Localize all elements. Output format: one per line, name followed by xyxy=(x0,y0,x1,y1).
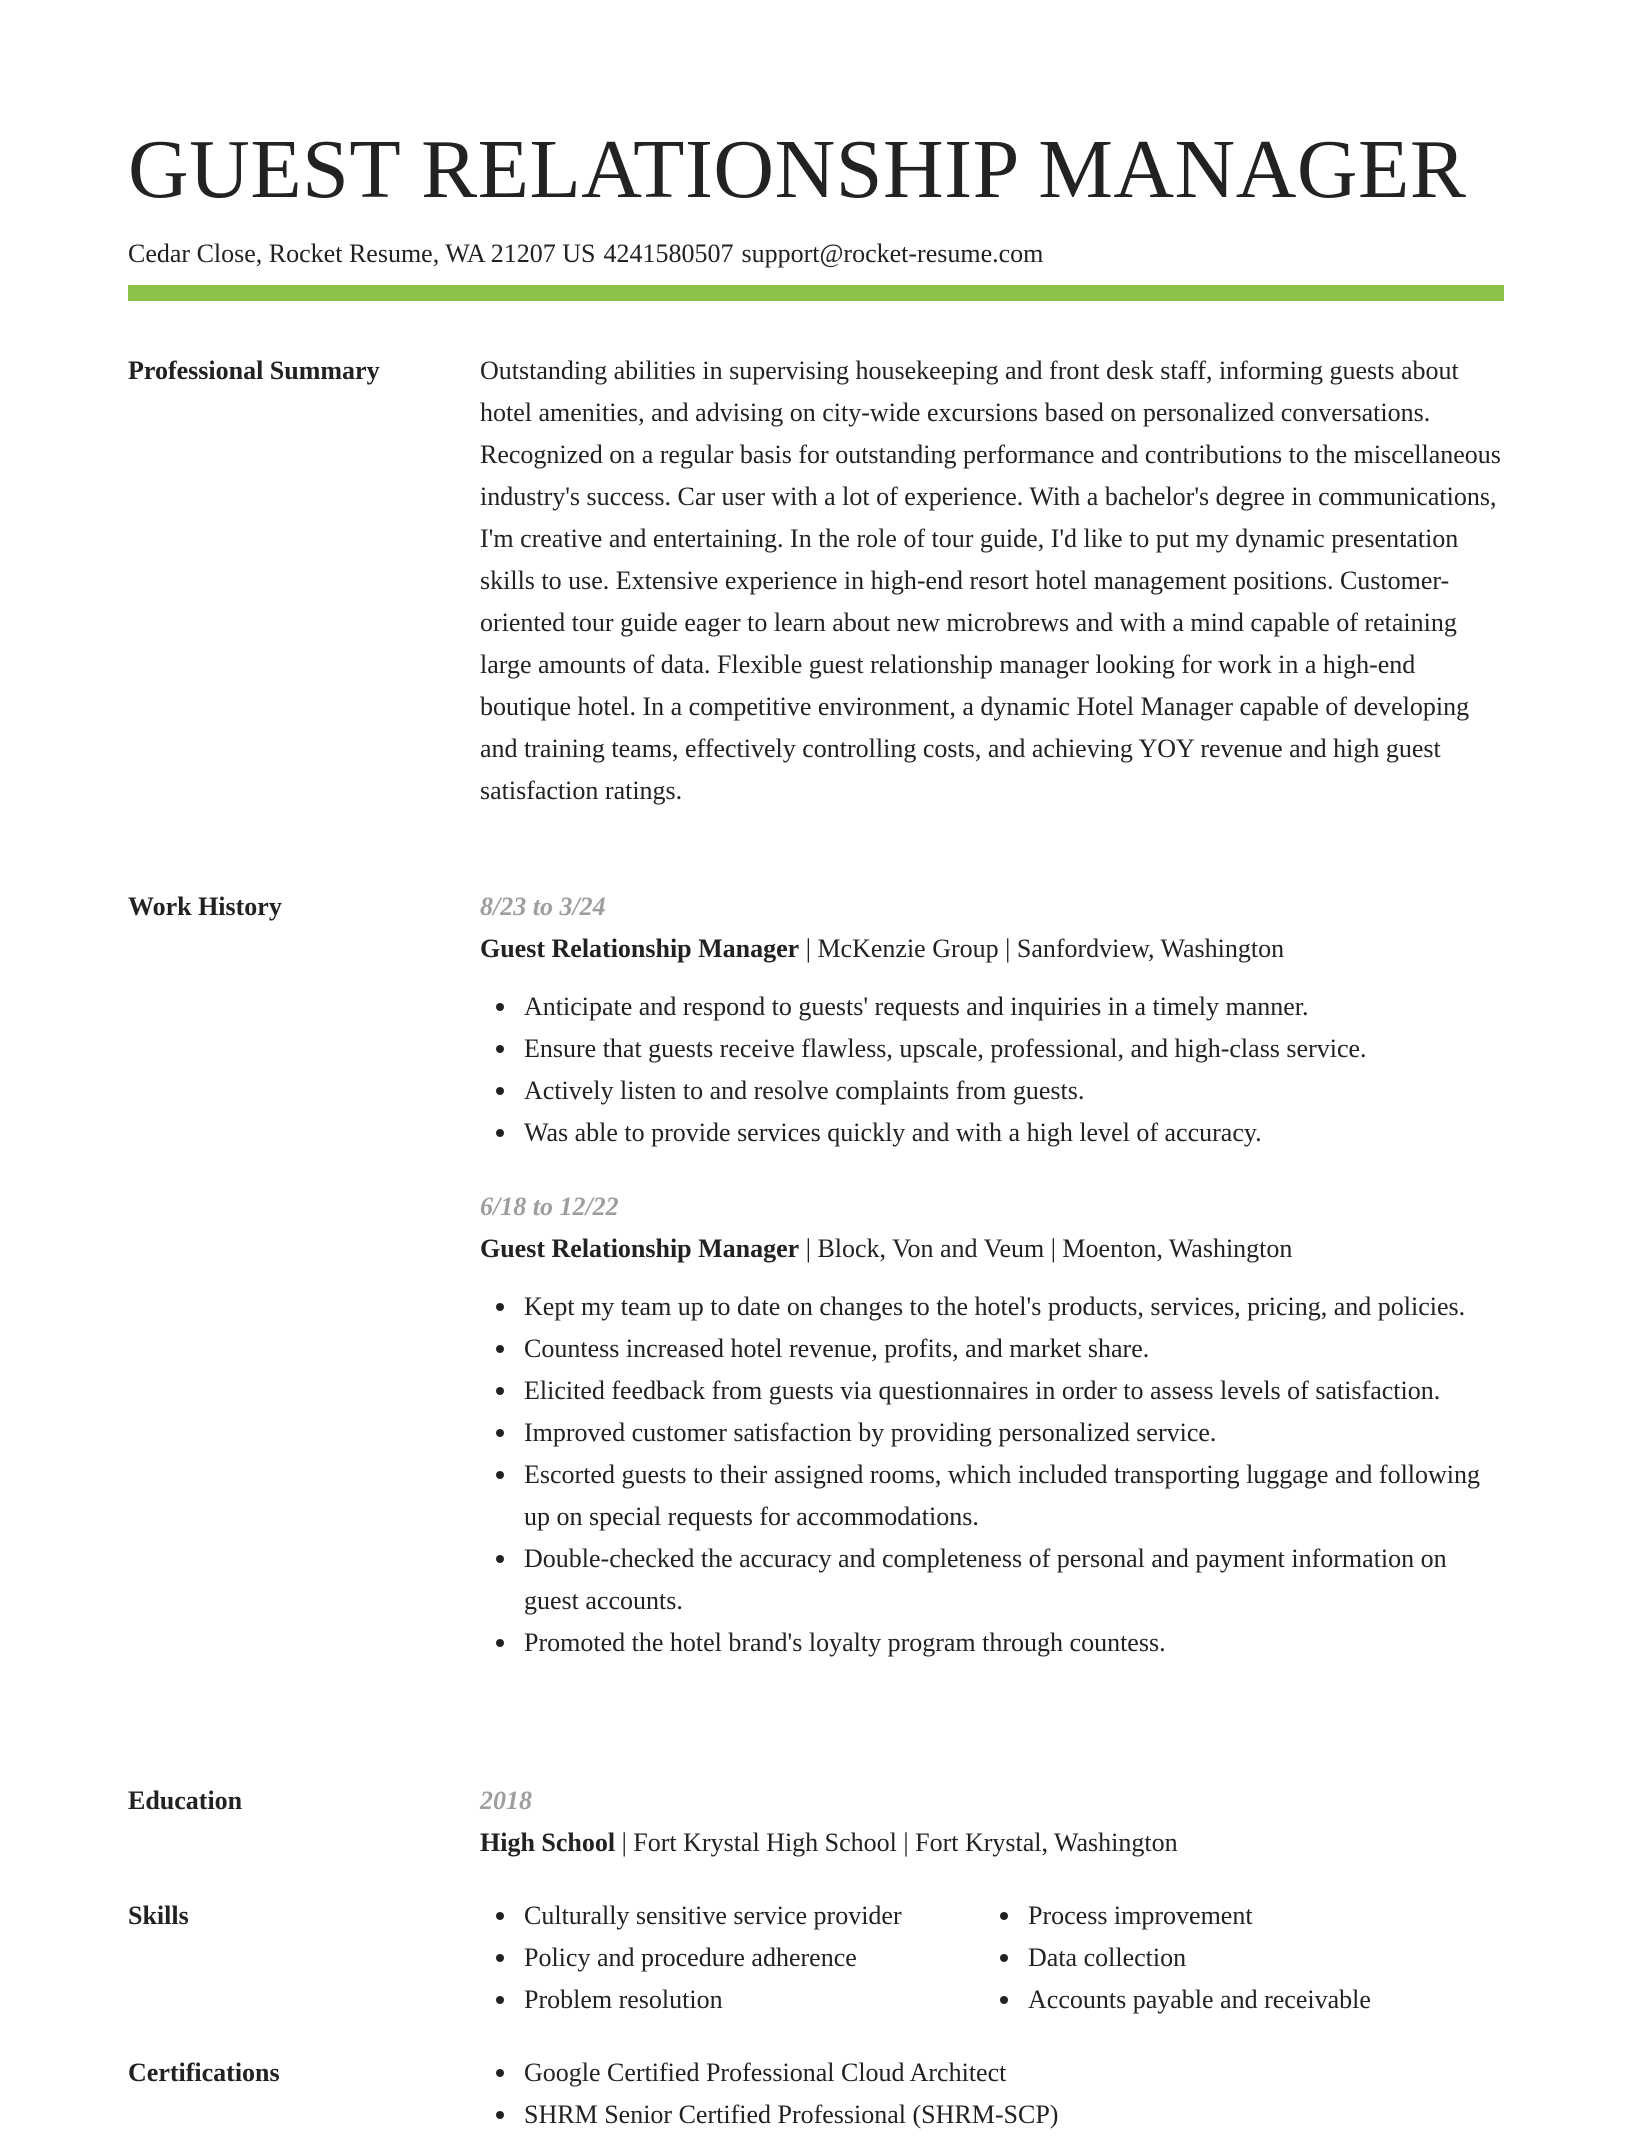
phone: 4241580507 xyxy=(603,239,734,268)
job-entry xyxy=(480,1186,1504,1664)
job-role xyxy=(480,928,1504,970)
job-bullets xyxy=(480,986,1504,1154)
education-entry xyxy=(480,1822,1504,1864)
address: Cedar Close, Rocket Resume, WA 21207 US xyxy=(128,239,596,268)
skills-list-left xyxy=(480,1895,984,2021)
job-dates: 8/23 to 3/24 xyxy=(480,892,606,921)
section-label-certifications: Certifications xyxy=(128,2058,280,2087)
list-item: Culturally sensitive service provider xyxy=(480,1895,984,1937)
job-dates: 6/18 to 12/22 xyxy=(480,1192,619,1221)
job-bullets xyxy=(480,1286,1504,1664)
job-title: Guest Relationship Manager xyxy=(480,934,800,963)
job-details: | McKenzie Group | Sanfordview, Washington xyxy=(799,934,1285,963)
email: support@rocket-resume.com xyxy=(741,239,1044,268)
section-label-work-history: Work History xyxy=(128,892,282,921)
header-divider xyxy=(128,285,1504,301)
skills-columns xyxy=(480,1895,1504,2021)
list-item: Data collection xyxy=(984,1937,1488,1979)
summary-text: Outstanding abilities in supervising housekeeping and front desk staff, informing guests about hotel amenities, and advising on city-wide excursions based on personalized conversations. Recognized on a regular basis for outstanding performance and contributions to the miscellaneous industry's success. Car user with a lot of experience. With a bachelor's degree in communications, I'm creative and entertaining. In the role of tour guide, I'd like to put my dynamic presentation skills to use. Extensive experience in high-end resort hotel management positions. Customer-oriented tour guide eager to learn about new microbrews and with a mind capable of retaining large amounts of data. Flexible guest relationship manager looking for work in a high-end boutique hotel. In a competitive environment, a dynamic Hotel Manager capable of developing and training teams, effectively controlling costs, and achieving YOY revenue and high guest satisfaction ratings. xyxy=(480,356,1501,805)
list-item: Double-checked the accuracy and completeness of personal and payment information on guest accounts. xyxy=(480,1538,1504,1622)
list-item: Anticipate and respond to guests' requests and inquiries in a timely manner. xyxy=(480,986,1504,1028)
list-item: Was able to provide services quickly and with a high level of accuracy. xyxy=(480,1112,1504,1154)
list-item: Improved customer satisfaction by providing personalized service. xyxy=(480,1412,1504,1454)
section-label-education: Education xyxy=(128,1786,243,1815)
certifications-list xyxy=(480,2052,1504,2136)
list-item: Countess increased hotel revenue, profits, and market share. xyxy=(480,1328,1504,1370)
list-item: Promoted the hotel brand's loyalty program through countess. xyxy=(480,1622,1504,1664)
list-item: Escorted guests to their assigned rooms, which included transporting luggage and following up on special requests for accommodations. xyxy=(480,1454,1504,1538)
section-label-summary: Professional Summary xyxy=(128,356,380,385)
education-degree: High School xyxy=(480,1828,616,1857)
list-item: Kept my team up to date on changes to the hotel's products, services, pricing, and policies. xyxy=(480,1286,1504,1328)
job-title: Guest Relationship Manager xyxy=(480,1234,800,1263)
job-entry xyxy=(480,886,1504,1154)
education-year: 2018 xyxy=(480,1786,532,1815)
list-item: SHRM Senior Certified Professional (SHRM-SCP) xyxy=(480,2094,1504,2136)
skills-list-right xyxy=(984,1895,1488,2021)
job-role xyxy=(480,1228,1504,1270)
list-item: Process improvement xyxy=(984,1895,1488,1937)
list-item: Ensure that guests receive flawless, upscale, professional, and high-class service. xyxy=(480,1028,1504,1070)
list-item: Elicited feedback from guests via questionnaires in order to assess levels of satisfaction. xyxy=(480,1370,1504,1412)
candidate-name: GUEST RELATIONSHIP MANAGER xyxy=(128,123,1467,216)
resume-header xyxy=(128,118,1504,272)
section-label-skills: Skills xyxy=(128,1901,189,1930)
list-item: Google Certified Professional Cloud Architect xyxy=(480,2052,1504,2094)
job-details: | Block, Von and Veum | Moenton, Washington xyxy=(799,1234,1293,1263)
education-details: | Fort Krystal High School | Fort Krystal, Washington xyxy=(615,1828,1178,1857)
list-item: Problem resolution xyxy=(480,1979,984,2021)
list-item: Policy and procedure adherence xyxy=(480,1937,984,1979)
contact-line xyxy=(128,236,1504,272)
list-item: Actively listen to and resolve complaints from guests. xyxy=(480,1070,1504,1112)
list-item: Accounts payable and receivable xyxy=(984,1979,1488,2021)
